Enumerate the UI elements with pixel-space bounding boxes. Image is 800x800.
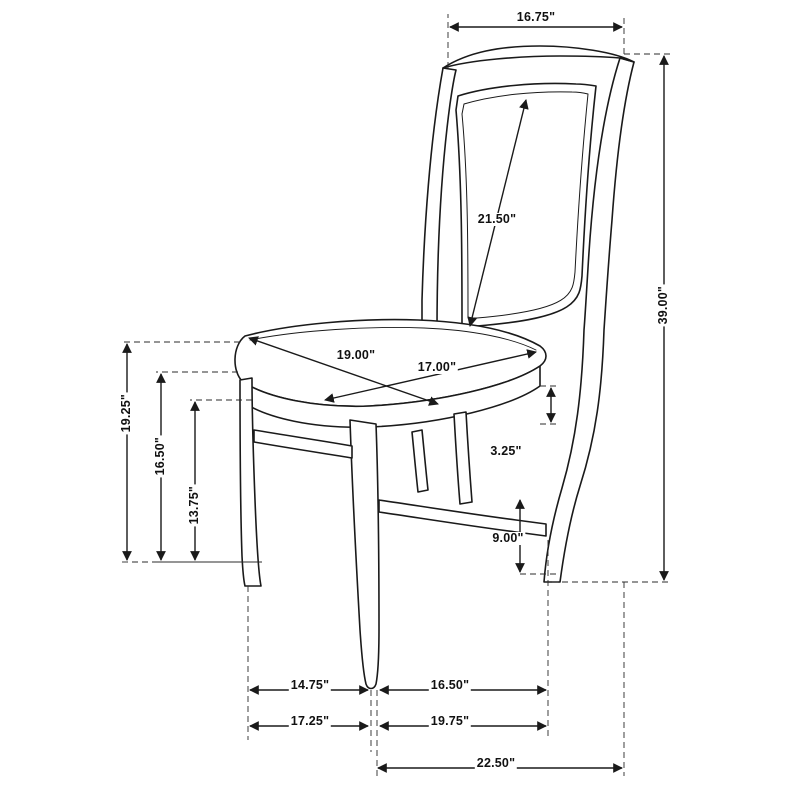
dim-label-rear-leg-span: 14.75" [290,678,330,692]
chair-side-stretcher-left [254,430,352,458]
dim-label-depth-front: 19.75" [430,714,470,728]
dim-label-overall-height: 39.00" [656,286,670,325]
chair-back-panel [456,84,596,327]
dim-label-rail-height: 9.00" [492,531,524,545]
dim-label-depth-rear: 17.25" [290,714,330,728]
chair-front-left-leg [350,420,379,689]
dim-label-back-height-inner: 21.50" [477,212,517,226]
dim-label-seat-back-width: 16.75" [516,10,556,24]
dim-label-seat-width: 17.00" [417,360,457,374]
dim-label-stretcher-height: 13.75" [187,486,201,525]
chair-center-brace [412,430,428,492]
chair-back-left-stile [422,68,456,332]
dim-label-seat-height-back: 19.25" [119,394,133,433]
chair-top-rail [443,46,634,68]
chair-rear-right-leg [454,412,472,504]
dim-label-seat-cushion-depth: 3.25" [490,444,522,458]
dim-label-front-leg-span: 16.50" [430,678,470,692]
dim-label-seat-height-front: 16.50" [153,437,167,476]
dim-label-overall-width: 22.50" [476,756,516,770]
dim-label-seat-depth-diagonal: 19.00" [336,348,376,362]
